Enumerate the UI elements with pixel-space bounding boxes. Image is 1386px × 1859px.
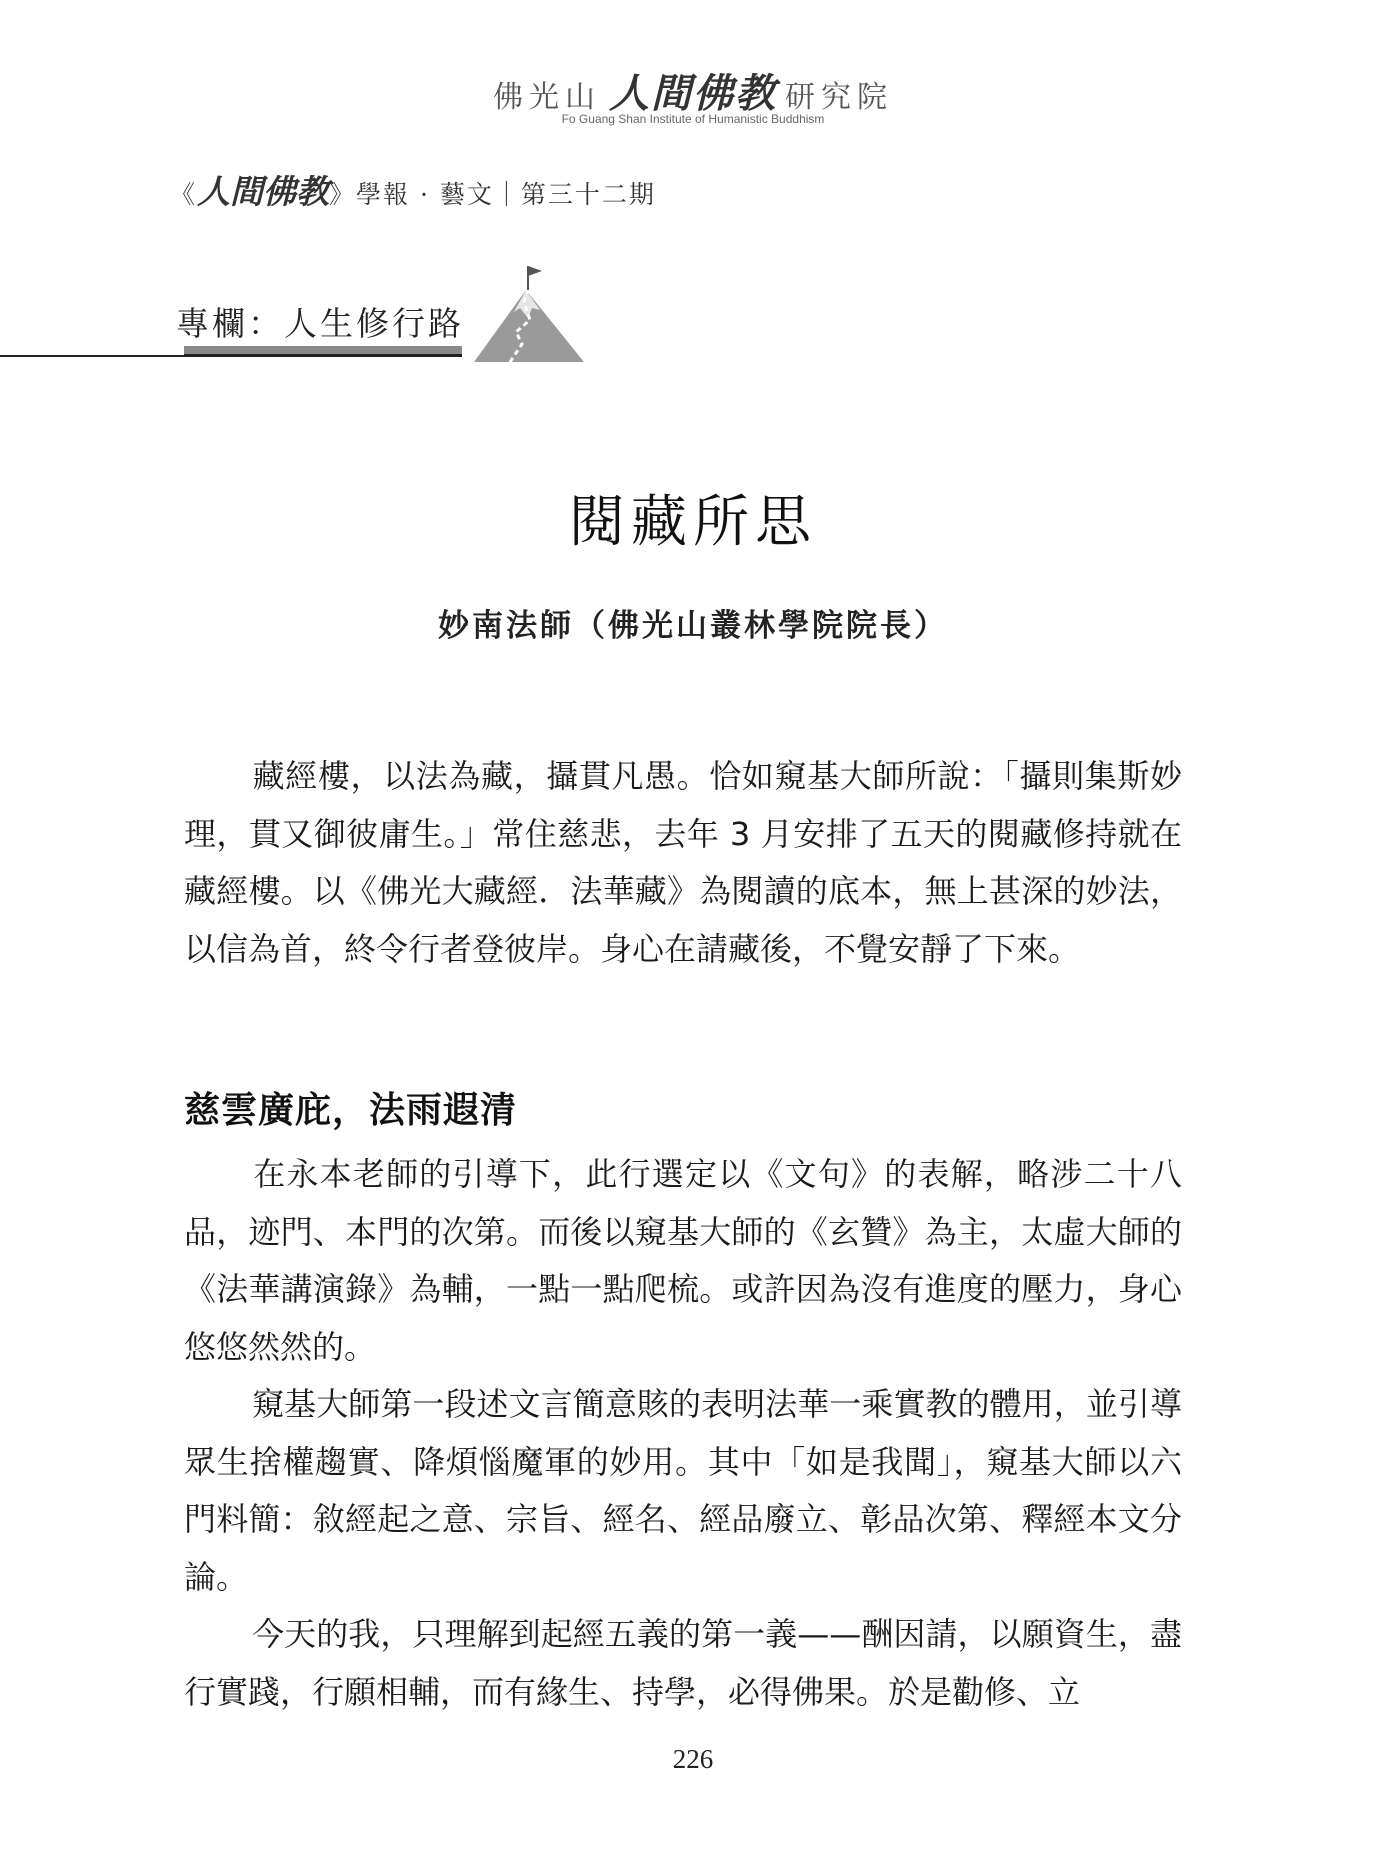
article-title: 閱藏所思 bbox=[569, 490, 817, 555]
page-number: 226 bbox=[672, 1744, 714, 1774]
body-paragraph bbox=[184, 1376, 1182, 1606]
paragraph-text: 在永本老師的引導下，此行選定以《文句》的表解，略涉二十八品，迹門、本門的次第。而後以窺基大師的《玄贊》為主，太虛大師的《法華講演錄》為輔，一點一點爬梳。或許因為沒有進度的壓力，身心悠悠然然的。 bbox=[184, 1155, 1182, 1366]
section-heading: 慈雲廣庇，法雨遐清 bbox=[184, 1089, 518, 1131]
journal-issue: 》學報 · 藝文｜第三十二期 bbox=[329, 180, 656, 209]
institute-brand: 人間佛教 bbox=[609, 70, 777, 117]
column-title: 專欄：人生修行路 bbox=[176, 304, 464, 343]
institute-prefix: 佛光山 bbox=[493, 80, 601, 115]
paragraph-text: 今天的我，只理解到起經五義的第一義——酬因請，以願資生，盡行實踐，行願相輔，而有緣生、持學，必得佛果。於是勸修、立 bbox=[184, 1615, 1182, 1711]
institute-english-name: Fo Guang Shan Institute of Humanistic Buddhism bbox=[561, 112, 825, 126]
body-paragraph bbox=[184, 1606, 1182, 1721]
article-author: 妙南法師（佛光山叢林學院院長） bbox=[438, 608, 948, 644]
column-rule bbox=[0, 355, 184, 357]
institute-suffix: 研究院 bbox=[785, 80, 893, 115]
journal-line bbox=[170, 166, 656, 213]
institute-name bbox=[0, 62, 1386, 119]
paragraph-text: 窺基大師第一段述文言簡意賅的表明法華一乘實教的體用，並引導眾生捨權趨實、降煩惱魔軍的妙用。其中「如是我聞」，窺基大師以六門料簡：敘經起之意、宗旨、經名、經品廢立、彰品次第、釋經本文分論。 bbox=[184, 1385, 1182, 1596]
journal-brand: 人間佛教 bbox=[197, 172, 330, 211]
journal-open-bracket: 《 bbox=[170, 180, 198, 209]
paragraph-text: 藏經樓，以法為藏，攝貫凡愚。恰如窺基大師所說：「攝則集斯妙理，貫又御彼庸生。」常住慈悲，去年 3 月安排了五天的閱藏修持就在藏經樓。以《佛光大藏經．法華藏》為閱讀的底本，無上甚深的妙法，以信為首，終令行者登彼岸。身心在請藏後，不覺安靜了下來。 bbox=[184, 757, 1182, 968]
column-rule-line bbox=[184, 354, 462, 357]
column-rule-shade bbox=[184, 346, 462, 354]
body-paragraph bbox=[184, 1146, 1182, 1376]
body-paragraph bbox=[184, 748, 1182, 978]
mountain-flag-icon bbox=[470, 262, 588, 364]
